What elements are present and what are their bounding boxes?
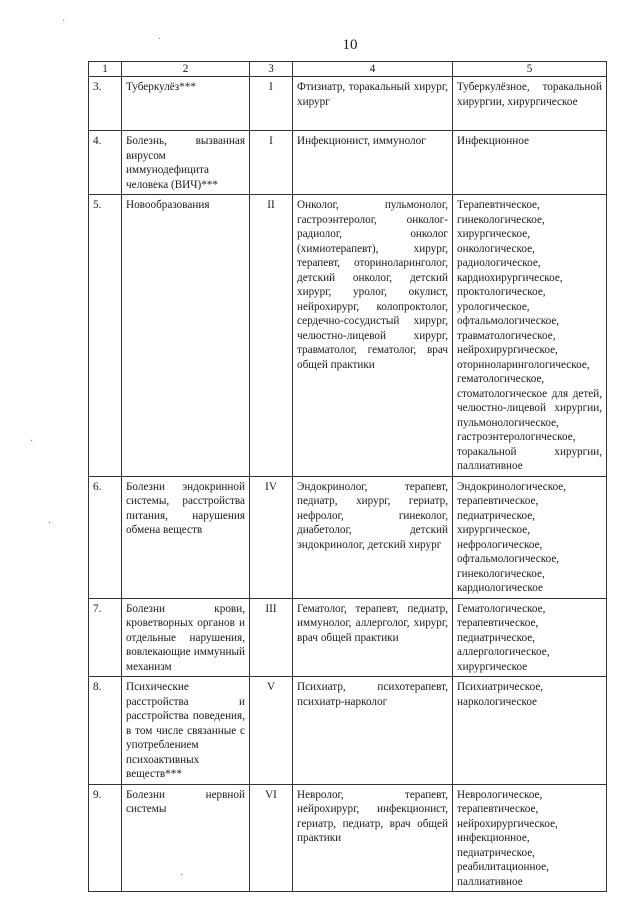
table-row [89, 77, 607, 131]
column-header: 1 [89, 62, 122, 77]
icd-class-cell: I [250, 131, 293, 195]
disease-cell: Болезни эндокринной системы, расстройства питания, нарушения обмена веществ [122, 476, 250, 598]
icd-class-cell: V [250, 677, 293, 785]
specialists-cell: Инфекционист, иммунолог [293, 131, 453, 195]
column-header: 2 [122, 62, 250, 77]
disease-cell: Туберкулёз*** [122, 77, 250, 131]
scan-speck: · [48, 518, 52, 529]
column-header: 4 [293, 62, 453, 77]
icd-class-cell: IV [250, 476, 293, 598]
table-row [89, 784, 607, 892]
table-row [89, 195, 607, 477]
column-header: 5 [453, 62, 607, 77]
row-number: 3. [89, 77, 122, 131]
row-number: 5. [89, 195, 122, 477]
column-header: 3 [250, 62, 293, 77]
icd-class-cell: VI [250, 784, 293, 892]
profile-cell: Терапевтическое, гинекологическое, хирургическое, онкологическое, радиологическое, кардиохирургическое, проктологическое, урологическое, офтальмологическое, травматологическое, нейрохирургическое, оториноларингологическое, гематологическое, стоматологическое для детей, челюстно-лицевой хирургии, пульмонологическое, гастроэнтерологическое, торакальной хирургии, паллиативное [453, 195, 607, 477]
specialists-cell: Эндокринолог, терапевт, педиатр, хирург, гериатр, нефролог, гинеколог, диабетолог, детский эндокринолог, детский хирург [293, 476, 453, 598]
scan-speck: · [30, 436, 34, 447]
profile-cell: Инфекционное [453, 131, 607, 195]
icd-class-cell: II [250, 195, 293, 477]
table-row [89, 131, 607, 195]
row-number: 4. [89, 131, 122, 195]
specialists-cell: Онколог, пульмонолог, гастроэнтеролог, онколог-радиолог, онколог (химиотерапевт), хирург, терапевт, оториноларинголог, детский онколог, детский хирург, уролог, окулист, нейрохирург, колопроктолог, сердечно-сосудистый хирург, челюстно-лицевой хирург, травматолог, гематолог, врач общей практики [293, 195, 453, 477]
profile-cell: Психиатрическое, наркологическое [453, 677, 607, 785]
row-number: 9. [89, 784, 122, 892]
profile-cell: Неврологическое, терапевтическое, нейрохирургическое, инфекционное, педиатрическое, реабилитационное, паллиативное [453, 784, 607, 892]
specialists-cell: Психиатр, психотерапевт, психиатр-нарколог [293, 677, 453, 785]
table-row [89, 677, 607, 785]
table-row [89, 598, 607, 677]
scan-speck: · [62, 16, 66, 27]
scan-speck: · [158, 34, 162, 45]
specialists-table [88, 61, 607, 892]
specialists-cell: Фтизиатр, торакальный хирург, хирург [293, 77, 453, 131]
page-number: 10 [342, 37, 358, 53]
icd-class-cell: III [250, 598, 293, 677]
disease-cell: Болезнь, вызванная вирусом иммунодефицита человека (ВИЧ)*** [122, 131, 250, 195]
icd-class-cell: I [250, 77, 293, 131]
scan-speck: · [180, 870, 184, 881]
row-number: 8. [89, 677, 122, 785]
profile-cell: Эндокринологическое, терапевтическое, педиатрическое, хирургическое, нефрологическое, офтальмологическое, гинекологическое, кардиологическое [453, 476, 607, 598]
profile-cell: Туберкулёзное, торакальной хирургии, хирургическое [453, 77, 607, 131]
specialists-cell: Невролог, терапевт, нейрохирург, инфекционист, гериатр, педиатр, врач общей практики [293, 784, 453, 892]
row-number: 7. [89, 598, 122, 677]
disease-cell: Психические расстройства и расстройства поведения, в том числе связанные с употреблением психоактивных веществ*** [122, 677, 250, 785]
profile-cell: Гематологическое, терапевтическое, педиатрическое, аллергологическое, хирургическое [453, 598, 607, 677]
row-number: 6. [89, 476, 122, 598]
table-header-row [89, 62, 607, 77]
disease-cell: Болезни крови, кроветворных органов и отдельные нарушения, вовлекающие иммунный механизм [122, 598, 250, 677]
disease-cell: Новообразования [122, 195, 250, 477]
table-row [89, 476, 607, 598]
specialists-cell: Гематолог, терапевт, педиатр, иммунолог, аллерголог, хирург, врач общей практики [293, 598, 453, 677]
disease-cell: Болезни нервной системы [122, 784, 250, 892]
